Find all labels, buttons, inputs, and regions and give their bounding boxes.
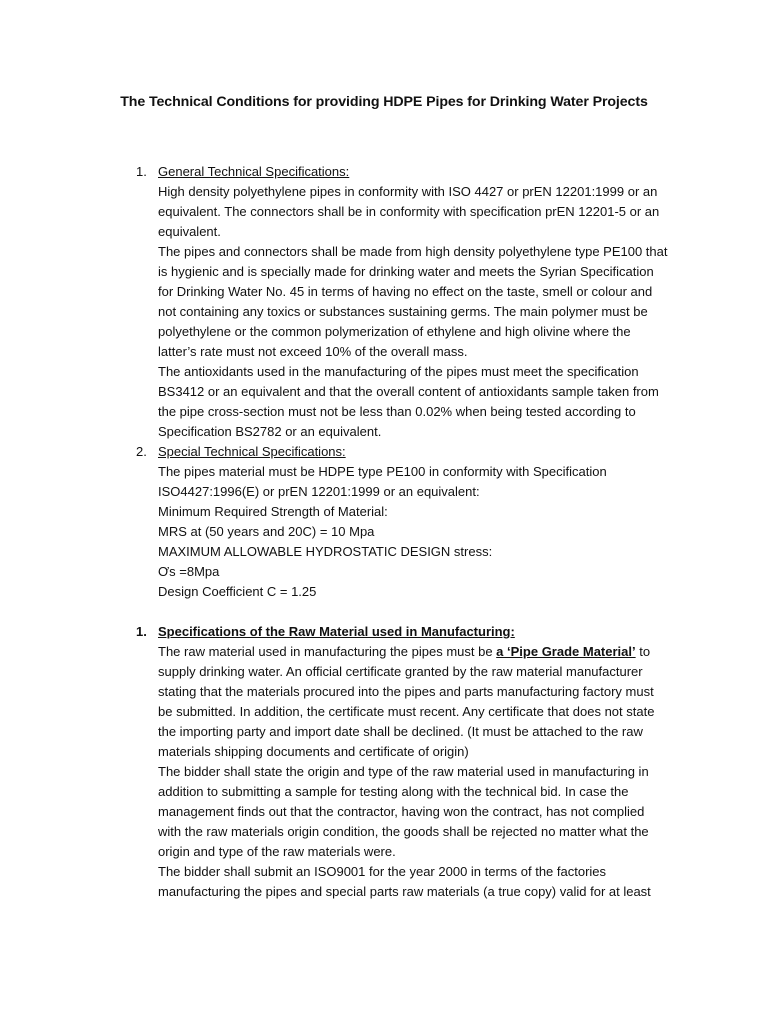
paragraph: The antioxidants used in the manufacturing of the pipes must meet the specification BS3412 or an equivalent and that the overall content of antioxidants sample taken from the pipe cross-section must not be less than 0.02% when being tested according to Specification BS2782 or an equivalent. (158, 364, 659, 439)
paragraph: Minimum Required Strength of Material: (158, 504, 388, 519)
paragraph: MAXIMUM ALLOWABLE HYDROSTATIC DESIGN stress: (158, 544, 493, 559)
paragraph: Ơs =8Mpa (158, 564, 220, 579)
paragraph: The bidder shall submit an ISO9001 for the year 2000 in terms of the factories manufacturing the pipes and special parts raw materials (a true copy) valid for at least (158, 864, 651, 899)
paragraph: Design Coefficient C = 1.25 (158, 584, 317, 599)
section-number: 1. (136, 624, 147, 639)
paragraph: MRS at (50 years and 20C) = 10 Mpa (158, 524, 375, 539)
section-heading: Specifications of the Raw Material used in Manufacturing: (158, 624, 515, 639)
paragraph: The bidder shall state the origin and type of the raw material used in manufacturing in addition to submitting a sample for testing along with the technical bid. In case the management finds out that the contractor, having won the contract, has not complied with the raw materials origin condition, the goods shall be rejected no matter what the origin and type of the raw materials were. (158, 764, 649, 859)
section-body (158, 442, 670, 602)
section-body (158, 622, 670, 902)
paragraph: High density polyethylene pipes in conformity with ISO 4427 or prEN 12201:1999 or an equivalent. The connectors shall be in conformity with specification prEN 12201-5 or an equivalent. (158, 184, 660, 239)
section-heading: General Technical Specifications: (158, 164, 350, 179)
section-number: 2. (136, 444, 147, 459)
pipe-grade-emphasis: a ‘Pipe Grade Material’ (496, 644, 636, 659)
paragraph: The pipes material must be HDPE type PE100 in conformity with Specification ISO4427:1996(E) or prEN 12201:1999 or an equivalent: (158, 464, 607, 499)
section-number: 1. (136, 164, 147, 179)
document-title: The Technical Conditions for providing HDPE Pipes for Drinking Water Projects (120, 94, 648, 110)
paragraph-text: to supply drinking water. An official certificate granted by the raw material manufacturer stating that the materials procured into the pipes and parts manufacturing factory must be submitted. In addition, the certificate must recent. Any certificate that does not state the importing party and import date shall be declined. (It must be attached to the raw materials shipping documents and certificate of origin) (158, 644, 655, 759)
section-body (158, 162, 670, 442)
section-heading: Special Technical Specifications: (158, 444, 346, 459)
paragraph-text: The raw material used in manufacturing the pipes must be (158, 644, 497, 659)
paragraph: The pipes and connectors shall be made from high density polyethylene type PE100 that is hygienic and is specially made for drinking water and meets the Syrian Specification for Drinking Water No. 45 in terms of having no effect on the taste, smell or colour and not containing any toxics or substances sustaining germs. The main polymer must be polyethylene or the common polymerization of ethylene and high olivine where the latter’s rate must not exceed 10% of the overall mass. (158, 244, 668, 359)
paragraph (158, 642, 670, 762)
